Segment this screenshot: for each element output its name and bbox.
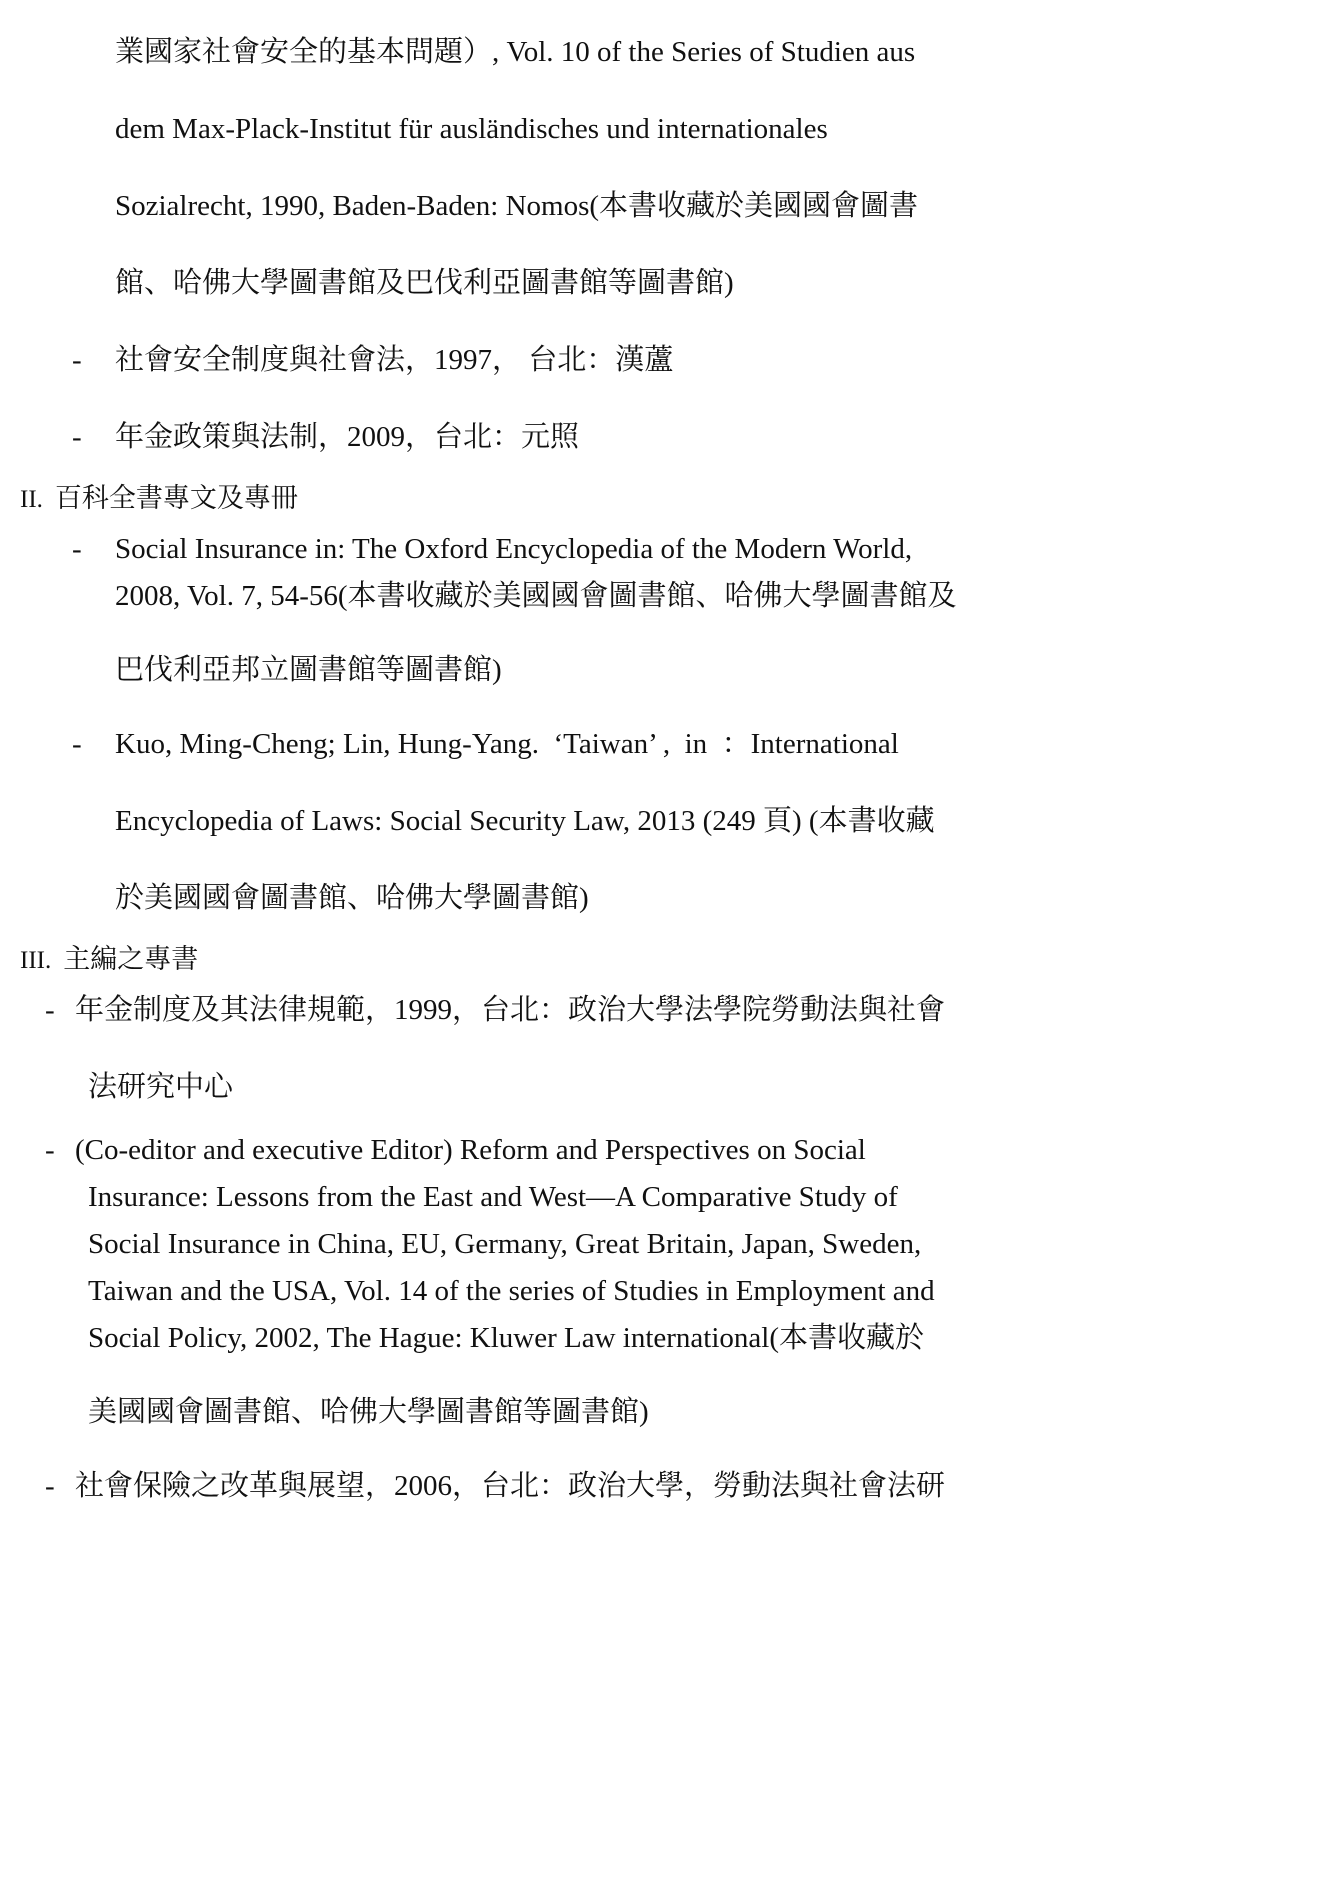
section-numeral: III. — [20, 947, 52, 974]
dash-marker: - — [45, 1470, 55, 1502]
text-line: Encyclopedia of Laws: Social Security Law, 2013 (249 頁) (本書收藏 — [115, 805, 935, 837]
dash-marker: - — [72, 344, 82, 376]
text-line: 巴伐利亞邦立圖書館等圖書館) — [115, 654, 502, 686]
dash-marker: - — [72, 421, 82, 453]
text-line: Kuo, Ming-Cheng; Lin, Hung-Yang. ‘Taiwan’ , in ：International — [115, 728, 899, 760]
section-numeral: II. — [20, 486, 43, 513]
dash-marker: - — [72, 533, 82, 565]
text-line: Social Insurance in: The Oxford Encyclopedia of the Modern World, — [115, 533, 913, 565]
text-line: Sozialrecht, 1990, Baden-Baden: Nomos(本書收藏於美國國會圖書 — [115, 190, 919, 222]
list-item — [0, 990, 1329, 1144]
text-line: Insurance: Lessons from the East and West—A Comparative Study of — [88, 1181, 898, 1213]
continuation-paragraph — [0, 32, 1329, 340]
dash-marker: - — [45, 1134, 55, 1166]
text-line: Social Insurance in China, EU, Germany, Great Britain, Japan, Sweden, — [88, 1228, 922, 1260]
dash-marker: - — [45, 994, 55, 1026]
dash-marker: - — [72, 728, 82, 760]
list-item — [0, 340, 1329, 417]
text-line: 美國國會圖書館、哈佛大學圖書館等圖書館) — [88, 1396, 649, 1428]
section-title: 百科全書專文及專冊 — [54, 483, 298, 513]
text-line: 業國家社會安全的基本問題）, Vol. 10 of the Series of Studien aus — [115, 36, 916, 68]
section-title: 主編之專書 — [63, 944, 199, 974]
list-item — [0, 1466, 1329, 1543]
list-item — [0, 1130, 1329, 1466]
text-line: 年金制度及其法律規範，1999，台北：政治大學法學院勞動法與社會 — [75, 994, 946, 1026]
text-line: (Co-editor and executive Editor) Reform and Perspectives on Social — [75, 1134, 866, 1166]
text-line: 館、哈佛大學圖書館及巴伐利亞圖書館等圖書館) — [115, 267, 734, 299]
text-line: 年金政策與法制，2009，台北：元照 — [115, 421, 580, 453]
text-line: Taiwan and the USA, Vol. 14 of the series of Studies in Employment and — [88, 1275, 935, 1307]
text-line: 社會安全制度與社會法，1997， 台北：漢蘆 — [115, 344, 674, 376]
list-item — [0, 529, 1329, 724]
text-line: dem Max-Plack-Institut für ausländisches und internationales — [115, 113, 828, 145]
text-line: Social Policy, 2002, The Hague: Kluwer Law international(本書收藏於 — [88, 1322, 924, 1354]
text-line: 法研究中心 — [88, 1071, 234, 1103]
section-header — [0, 940, 1329, 990]
list-item — [0, 724, 1329, 955]
text-line: 社會保險之改革與展望，2006，台北：政治大學，勞動法與社會法研 — [75, 1470, 946, 1502]
text-line: 於美國國會圖書館、哈佛大學圖書館) — [115, 882, 589, 914]
text-line: 2008, Vol. 7, 54-56(本書收藏於美國國會圖書館、哈佛大學圖書館及 — [115, 580, 957, 612]
section-header — [0, 479, 1329, 529]
